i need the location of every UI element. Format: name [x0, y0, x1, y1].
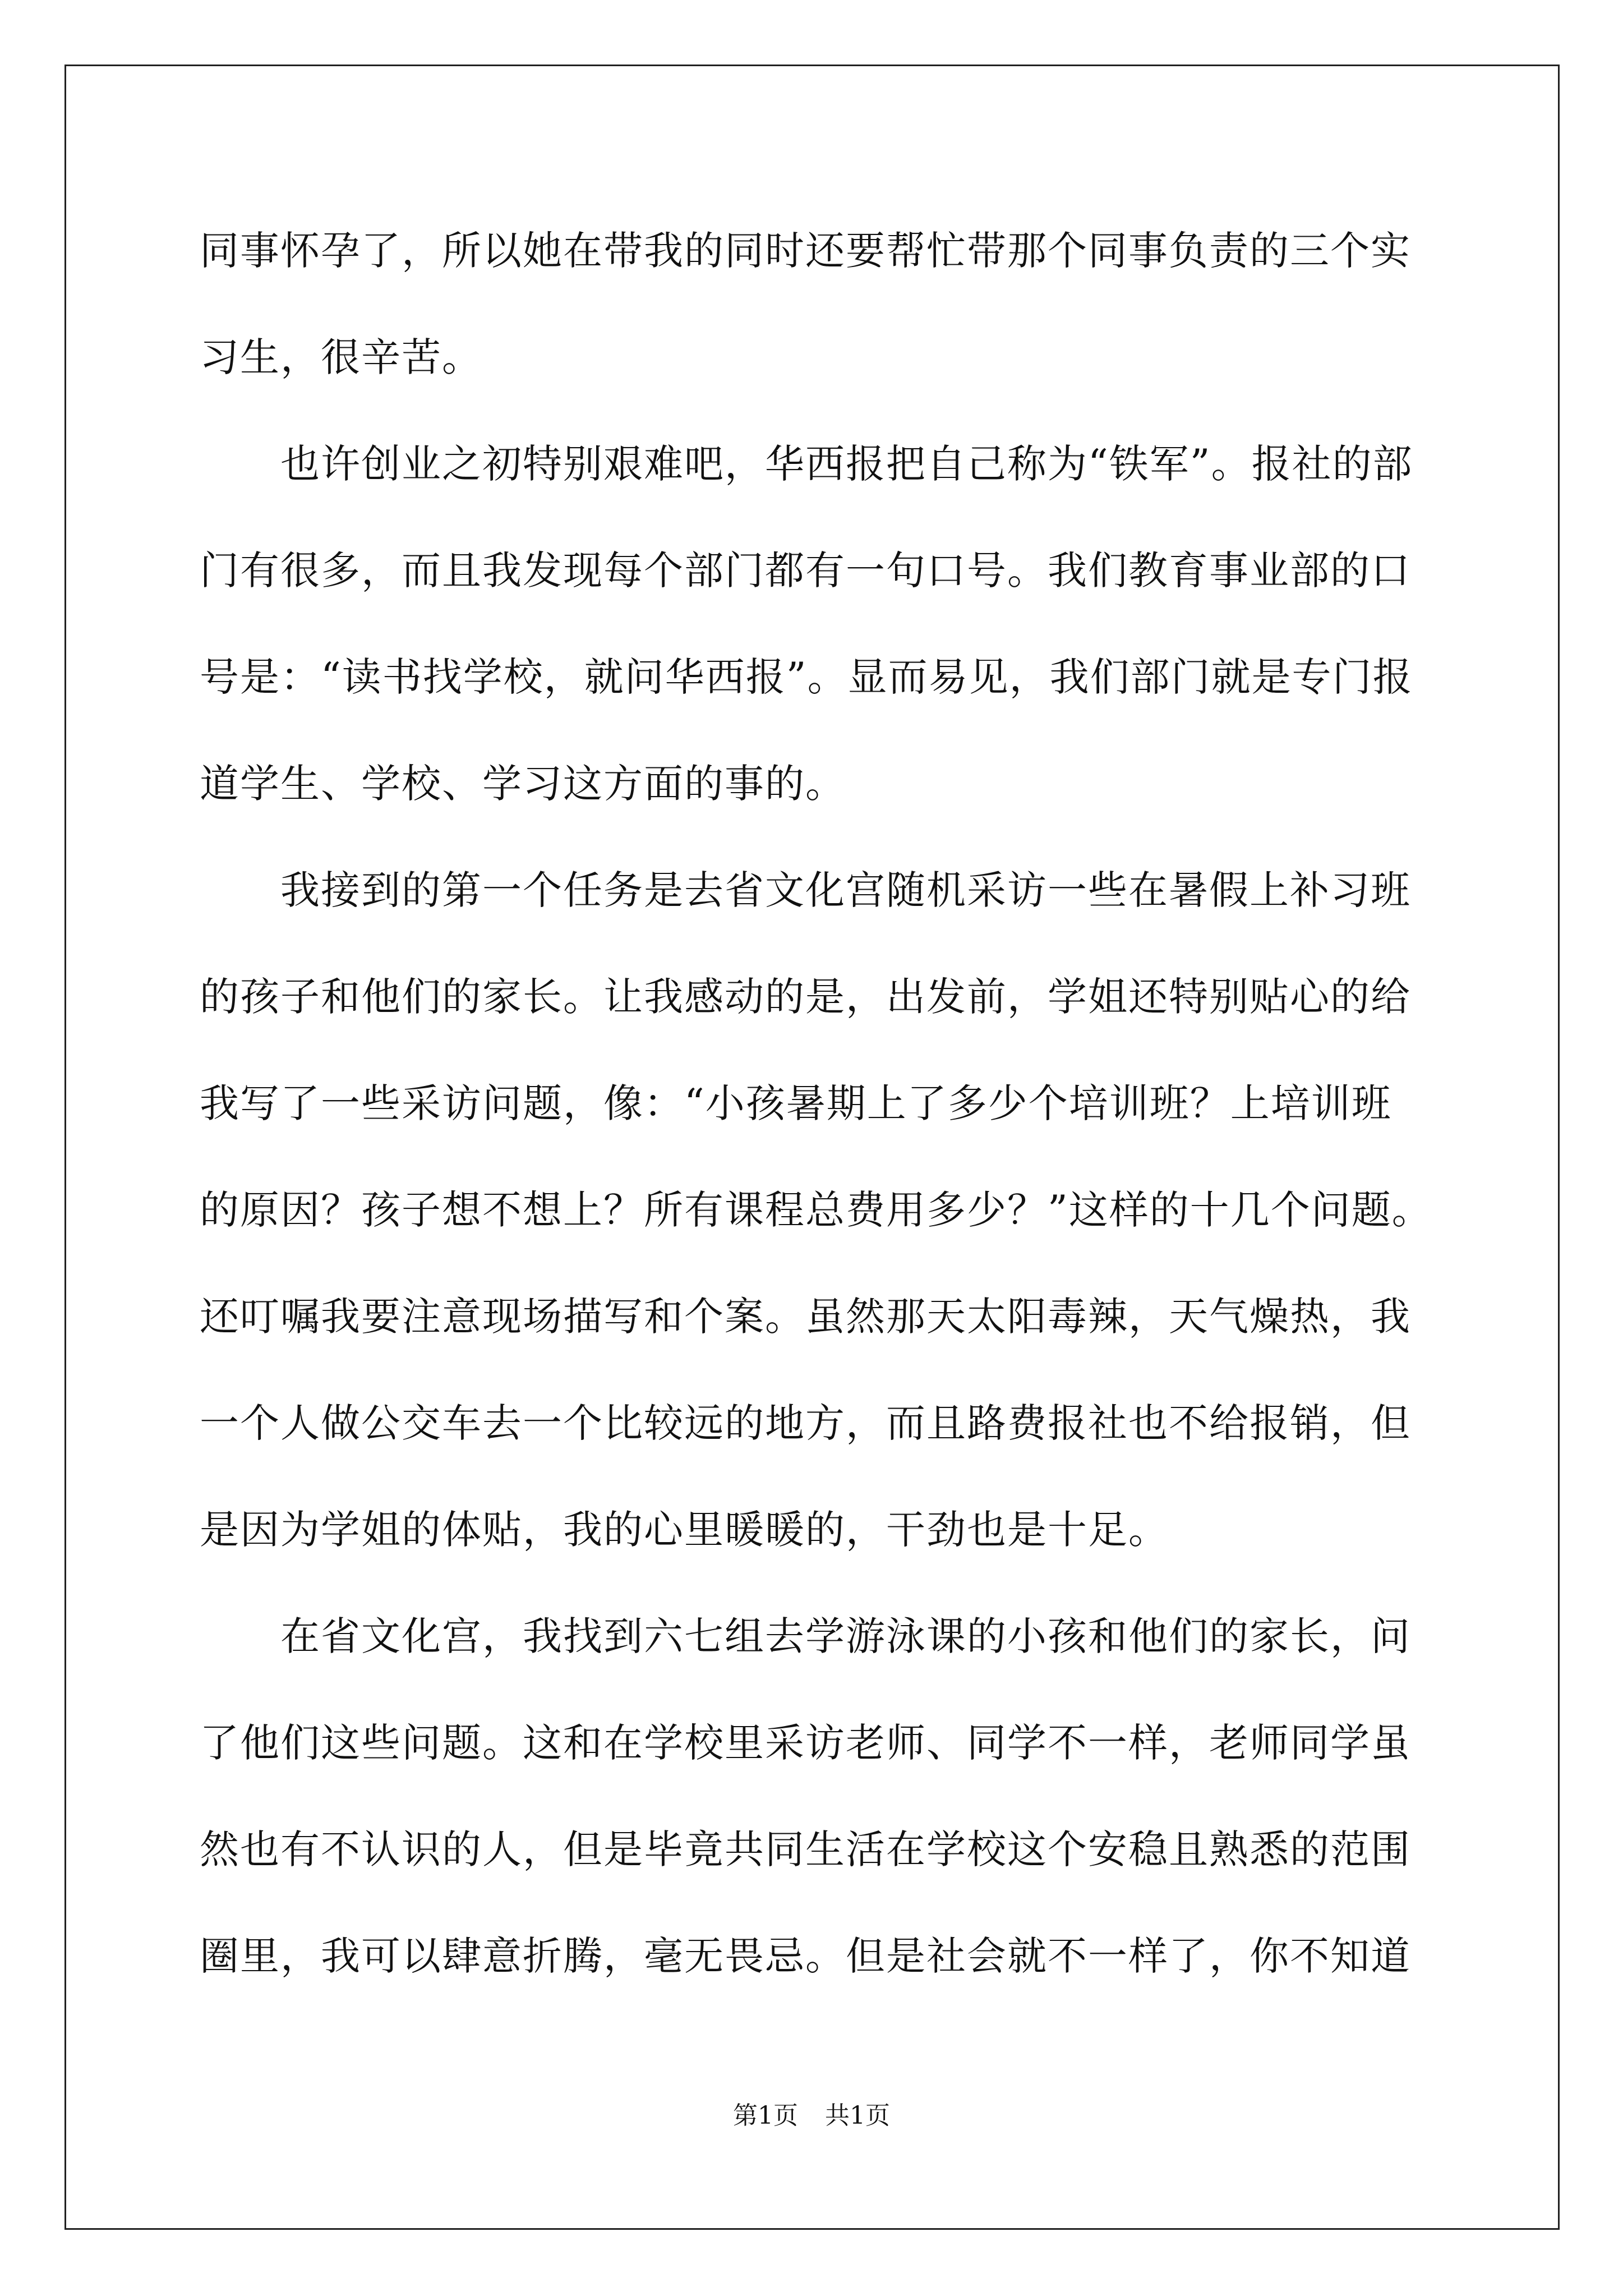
text-line: 门有很多，而且我发现每个部门都有一句口号。我们教育事业部的口 [200, 547, 1411, 593]
text-line: 我写了一些采访问题，像：“小孩暑期上了多少个培训班？上培训班 [200, 1080, 1392, 1126]
text-line: 然也有不认识的人，但是毕竟共同生活在学校这个安稳且熟悉的范围 [200, 1826, 1411, 1872]
text-line: 的孩子和他们的家长。让我感动的是，出发前，学姐还特别贴心的给 [200, 974, 1411, 1020]
page-footer [0, 2095, 1623, 2131]
text-line: 圈里，我可以肆意折腾，毫无畏忌。但是社会就不一样了，你不知道 [200, 1933, 1411, 1979]
text-line: 是因为学姐的体贴，我的心里暖暖的，干劲也是十足。 [200, 1507, 1169, 1553]
text-line: 也许创业之初特别艰难吧，华西报把自己称为“铁军”。报社的部 [200, 441, 1413, 487]
page-number: 第1页 [733, 2101, 798, 2130]
page-total: 共1页 [825, 2101, 890, 2130]
text-line: 习生，很辛苦。 [200, 334, 482, 380]
text-line: 在省文化宫，我找到六七组去学游泳课的小孩和他们的家长，问 [200, 1613, 1411, 1659]
text-line: 了他们这些问题。这和在学校里采访老师、同学不一样，老师同学虽 [200, 1720, 1411, 1766]
text-line: 道学生、学校、学习这方面的事的。 [200, 761, 846, 807]
text-line: 的原因？孩子想不想上？所有课程总费用多少？”这样的十几个问题。 [200, 1187, 1432, 1233]
text-line: 一个人做公交车去一个比较远的地方，而且路费报社也不给报销，但 [200, 1400, 1411, 1446]
text-line: 同事怀孕了，所以她在带我的同时还要帮忙带那个同事负责的三个实 [200, 228, 1411, 274]
document-body [200, 209, 1433, 2021]
text-line: 我接到的第一个任务是去省文化宫随机采访一些在暑假上补习班 [200, 867, 1411, 913]
text-line: 还叮嘱我要注意现场描写和个案。虽然那天太阳毒辣，天气燥热，我 [200, 1294, 1411, 1340]
text-line: 号是：“读书找学校，就问华西报”。显而易见，我们部门就是专门报 [200, 654, 1413, 700]
